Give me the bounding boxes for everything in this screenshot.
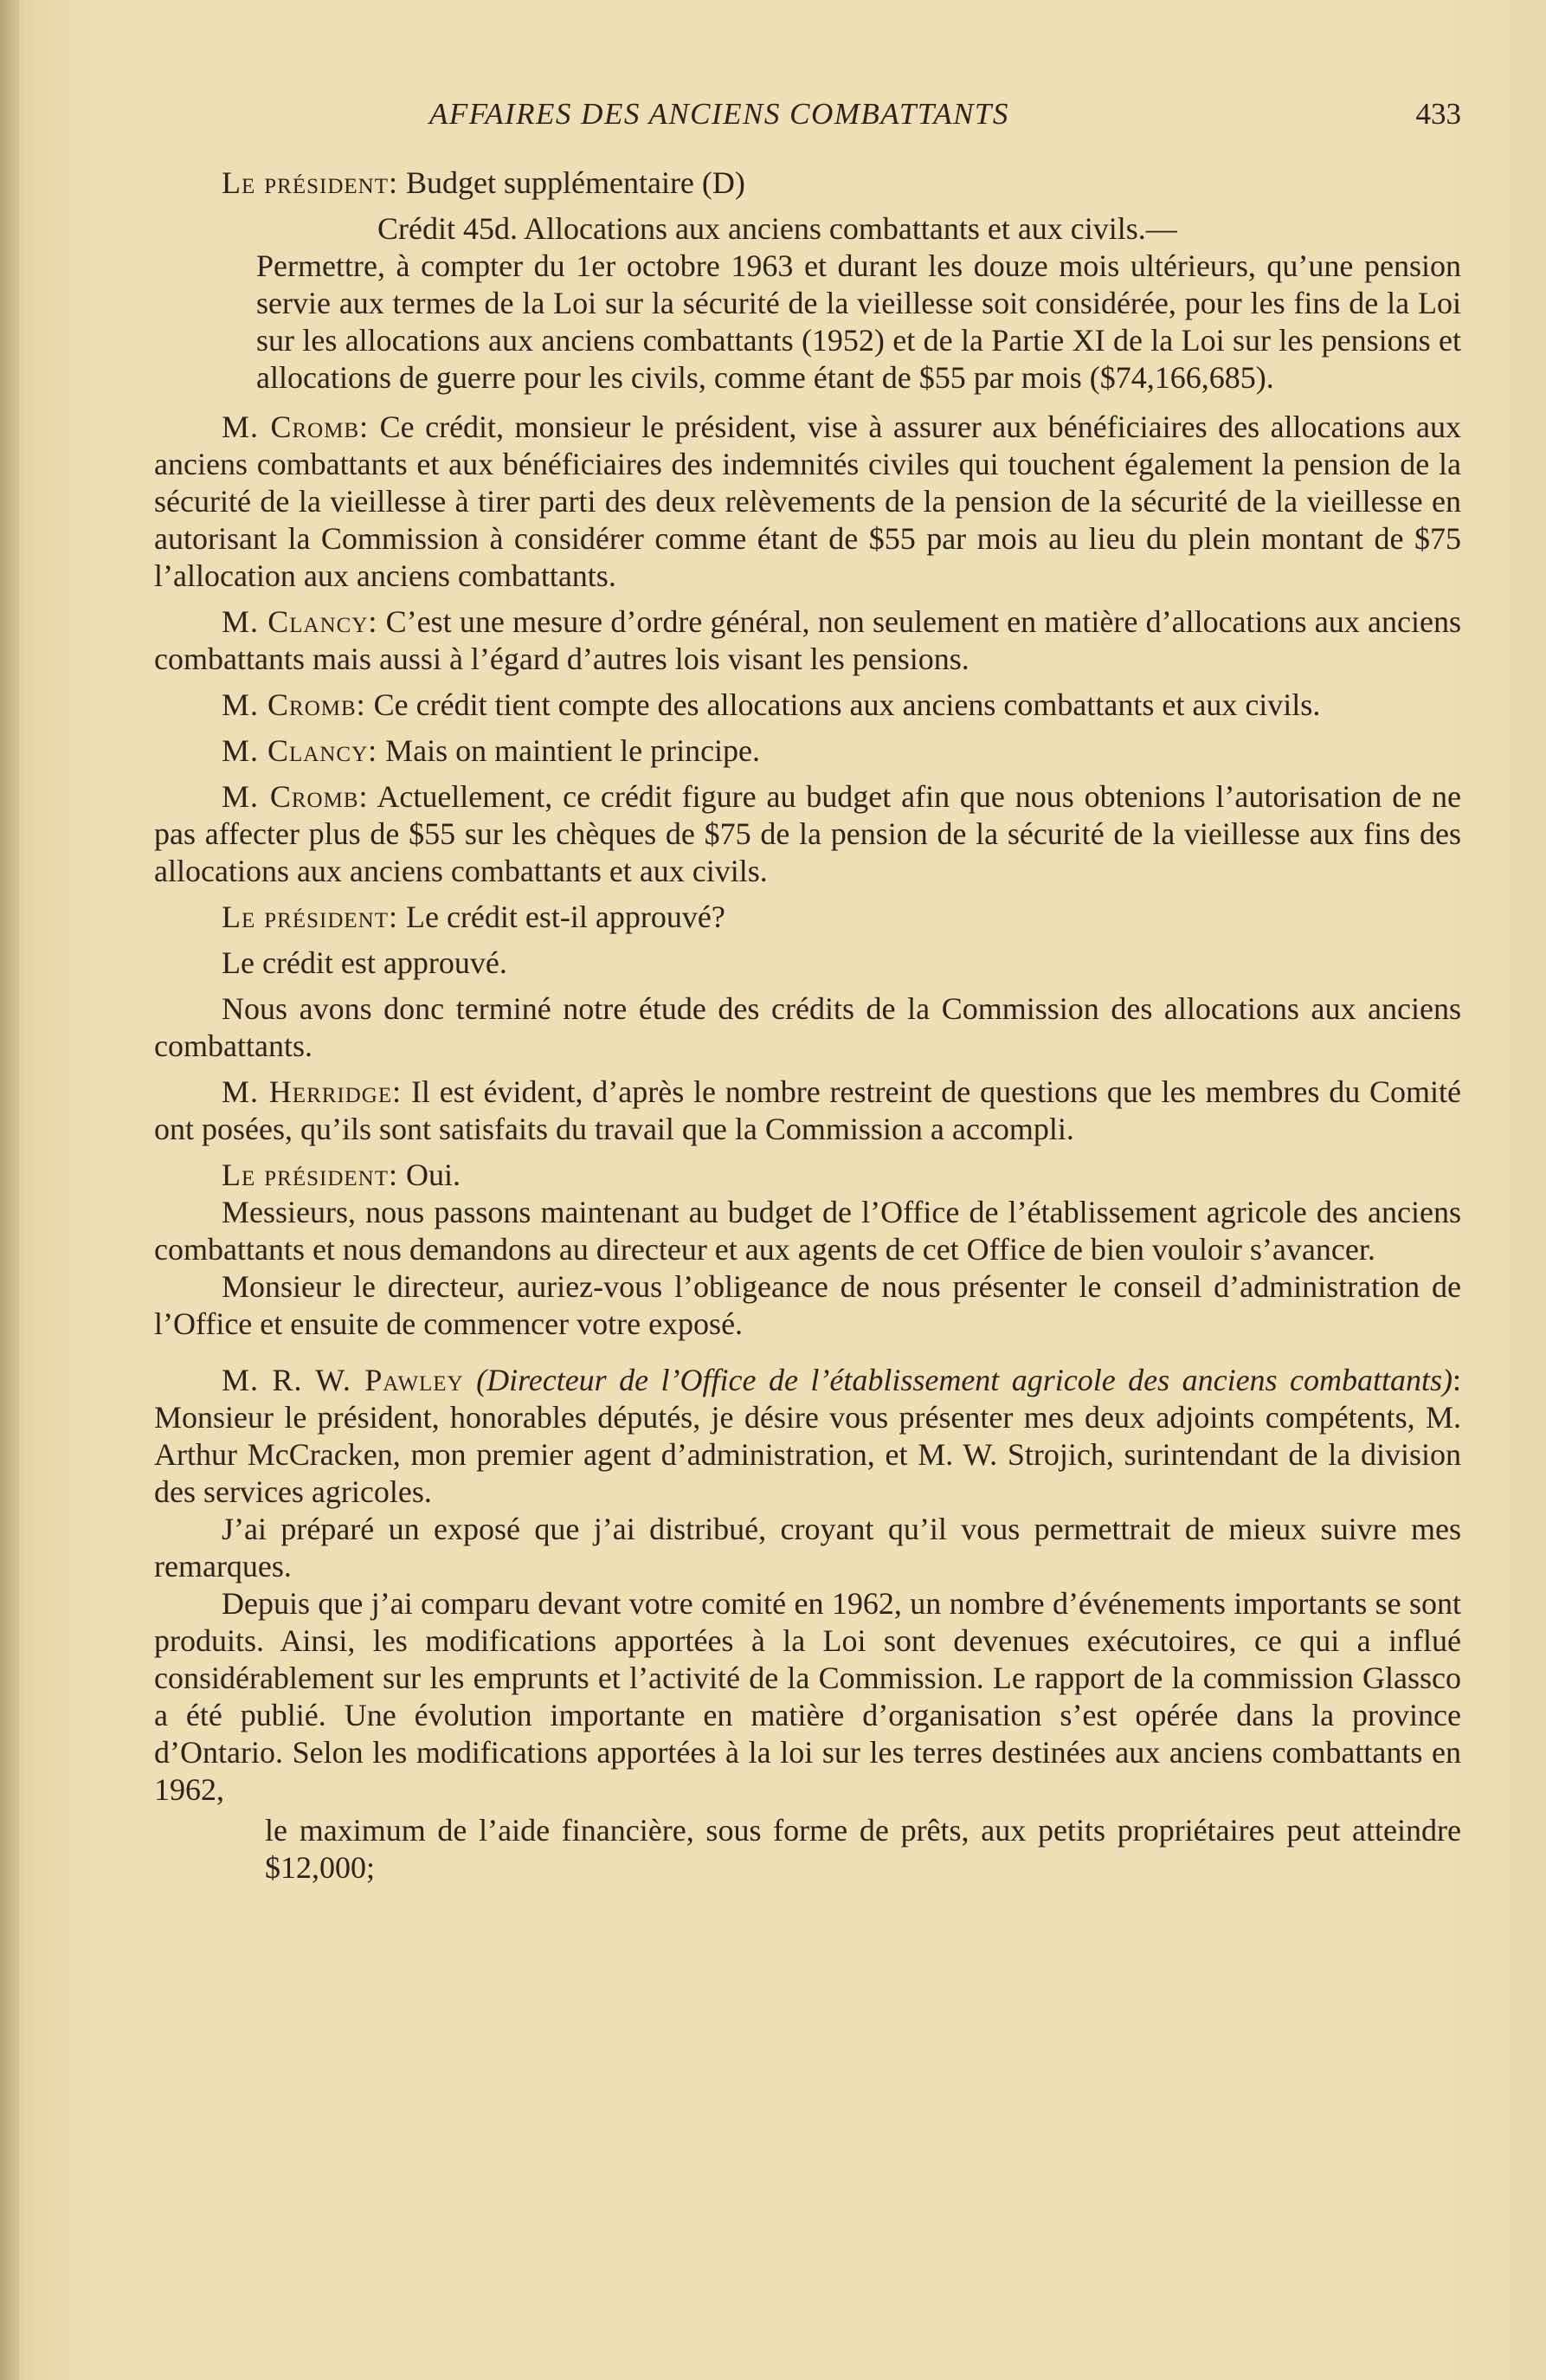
page-spine-shadow: [0, 0, 19, 2380]
paragraph: Depuis que j’ai comparu devant votre comité en 1962, un nombre d’événements importants se sont produits. Ainsi, les modifications apportées à la Loi sont devenues exécutoires, ce qui a influé considérablement sur les emprunts et l’activité de la Commission. Le rapport de la commission Glassco a été publié. Une évolution importante en matière d’organisation s’est opérée dans la province d’Ontario. Selon les modifications apportées à la loi sur les terres destinées aux anciens combattants en 1962,: [154, 1586, 1461, 1807]
paragraph: Le crédit est approuvé.: [222, 945, 507, 980]
paragraph-text: Le crédit est-il approuvé?: [398, 900, 725, 934]
paragraph: [154, 778, 1461, 890]
paragraph: [154, 732, 1461, 770]
speaker-name: M. Cromb:: [222, 410, 370, 444]
paragraph-text: Budget supplémentaire (D): [398, 165, 745, 200]
speaker-name: Le président:: [222, 1158, 398, 1192]
paragraph: [154, 409, 1461, 595]
speaker-name: M. Clancy:: [222, 604, 378, 639]
paragraph-text: Oui.: [398, 1158, 461, 1192]
paragraph: [154, 1362, 1461, 1511]
speaker-name: M. Cromb:: [222, 687, 366, 722]
paragraph-text: : Monsieur le président, honorables députés, je désire vous présenter mes deux adjoints compétents, M. Arthur McCracken, mon premier agent d’administration, et M. W. Strojich, surintendant de la division des services agricoles.: [154, 1363, 1461, 1509]
paragraph-text: Actuellement, ce crédit figure au budget afin que nous obtenions l’autorisation de ne pas affecter plus de $55 sur les chèques de $75 de la pension de la sécurité de la vieillesse aux fins des allocations aux anciens combattants et aux civils.: [154, 779, 1461, 888]
quoted-clause: le maximum de l’aide financière, sous forme de prêts, aux petits propriétaires peut atteindre $12,000;: [265, 1813, 1461, 1885]
vote-item: [154, 210, 1461, 397]
paragraph: Monsieur le directeur, auriez-vous l’obligeance de nous présenter le conseil d’administration de l’Office et ensuite de commencer votre exposé.: [154, 1269, 1461, 1341]
paragraph-text: Mais on maintient le principe.: [377, 733, 761, 768]
page-number: 433: [1415, 97, 1461, 131]
speaker-name: M. Clancy:: [222, 733, 378, 768]
paragraph-text: Il est évident, d’après le nombre restreint de questions que les membres du Comité ont posées, qu’ils sont satisfaits du travail que la Commission a accompli.: [154, 1074, 1461, 1146]
paragraph-text: C’est une mesure d’ordre général, non seulement en matière d’allocations aux anciens combattants mais aussi à l’égard d’autres lois visant les pensions.: [154, 604, 1461, 676]
vote-heading: Crédit 45d. Allocations aux anciens combattants et aux civils.—: [377, 211, 1177, 246]
paragraph-text: Ce crédit, monsieur le président, vise à assurer aux bénéficiaires des allocations aux anciens combattants et aux bénéficiaires des indemnités civiles qui touchent également la pension de la sécurité de la vieillesse à tirer parti des deux relèvements de la pension de la sécurité de la vieillesse en autorisant la Commission à considérer comme étant de $55 par mois au lieu du plein montant de $75 l’allocation aux anciens combattants.: [154, 410, 1461, 593]
paragraph: [154, 603, 1461, 678]
speaker-name: M. Cromb:: [222, 779, 369, 814]
speaker-name: M. R. W. Pawley: [222, 1363, 464, 1397]
paragraph: [154, 899, 1461, 936]
speaker-name: M. Herridge:: [222, 1074, 403, 1109]
speaker-role: (Directeur de l’Office de l’établissement agricole des anciens combattants): [463, 1363, 1453, 1397]
running-title: AFFAIRES DES ANCIENS COMBATTANTS: [429, 97, 1009, 131]
paragraph: [154, 1074, 1461, 1148]
body-text: [154, 164, 1461, 1887]
paragraph: Nous avons donc terminé notre étude des crédits de la Commission des allocations aux anciens combattants.: [154, 991, 1461, 1063]
vote-description: Permettre, à compter du 1er octobre 1963 et durant les douze mois ultérieurs, qu’une pension servie aux termes de la Loi sur la sécurité de la vieillesse soit considérée, pour les fins de la Loi sur les allocations aux anciens combattants (1952) et de la Partie XI de la Loi sur les pensions et allocations de guerre pour les civils, comme étant de $55 par mois ($74,166,685).: [256, 248, 1461, 395]
paragraph: J’ai préparé un exposé que j’ai distribué, croyant qu’il vous permettrait de mieux suivre mes remarques.: [154, 1512, 1461, 1583]
speaker-name: Le président:: [222, 900, 398, 934]
paragraph-text: Ce crédit tient compte des allocations aux anciens combattants et aux civils.: [365, 687, 1321, 722]
paragraph: [154, 164, 1461, 202]
speaker-name: Le président:: [222, 165, 398, 200]
running-head: [154, 97, 1461, 139]
paragraph: Messieurs, nous passons maintenant au budget de l’Office de l’établissement agricole des anciens combattants et nous demandons au directeur et aux agents de cet Office de bien vouloir s’avancer.: [154, 1195, 1461, 1267]
paragraph: [154, 687, 1461, 724]
paragraph: [154, 1157, 1461, 1194]
